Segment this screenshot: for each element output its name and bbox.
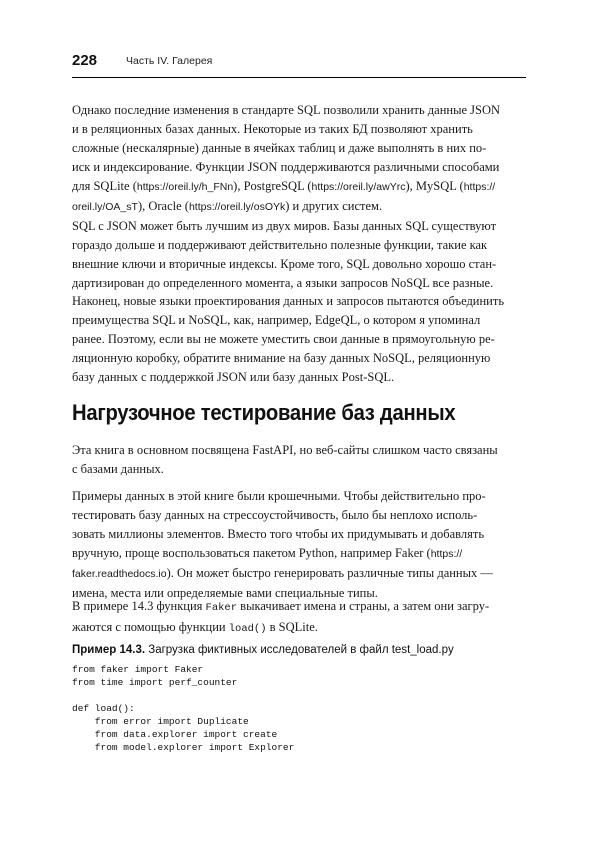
text-line <box>72 544 526 564</box>
text-line: Эта книга в основном посвящена FastAPI, но веб-сайты слишком часто связаны <box>72 443 498 457</box>
link-sqlite[interactable]: https://oreil.ly/h_FNn <box>136 181 234 193</box>
text-line: ляционную коробку, обратите внимание на базу данных NoSQL, реляционную <box>72 351 491 365</box>
running-head: Часть IV. Галерея <box>126 55 213 67</box>
text-line: имена, места или определяемые вами специальные типы. <box>72 586 378 600</box>
example-caption <box>72 644 454 656</box>
text-line: с базами данных. <box>72 462 164 476</box>
text-line: гораздо дольше и поддерживают действительно полезные функции, такие как <box>72 238 488 252</box>
inline-code-load: load() <box>228 623 267 635</box>
link-mysql-start[interactable]: https:// <box>463 181 496 193</box>
text-fragment: для SQLite ( <box>72 179 137 193</box>
inline-code-faker: Faker <box>205 602 238 614</box>
link-faker-end[interactable]: faker.readthedocs.io <box>72 568 167 580</box>
header-rule <box>72 77 526 78</box>
text-fragment: жаются с помощью функции <box>72 620 229 634</box>
text-line: внешние ключи и вторичные индексы. Кроме того, SQL довольно хорошо стан- <box>72 257 497 271</box>
paragraph-example-intro <box>72 597 526 639</box>
example-title: Загрузка фиктивных исследователей в файл test_load.py <box>145 644 454 656</box>
text-fragment: ), Oracle ( <box>137 199 189 213</box>
text-fragment: вручную, проще воспользоваться пакетом Python, например Faker ( <box>72 546 431 560</box>
text-line: Примеры данных в этой книге были крошечными. Чтобы действительно про- <box>72 489 486 503</box>
link-oracle[interactable]: https://oreil.ly/osOYk <box>188 201 286 213</box>
page-header <box>72 52 526 78</box>
paragraph-sql-with-json <box>72 217 526 293</box>
text-line <box>72 177 526 197</box>
text-fragment: ), MySQL ( <box>405 179 464 193</box>
text-fragment: в SQLite. <box>266 620 318 634</box>
text-fragment: ) и других систем. <box>285 199 383 213</box>
link-mysql-end[interactable]: oreil.ly/OA_sT <box>72 201 138 213</box>
text-fragment: ). Он может быстро генерировать различные типы данных — <box>166 566 493 580</box>
text-line <box>72 564 526 584</box>
paragraph-json-sql <box>72 101 526 217</box>
text-line: и в реляционных базах данных. Некоторые из таких БД позволяют хранить <box>72 122 473 136</box>
text-line: иск и индексирование. Функции JSON поддерживаются различными способами <box>72 160 500 174</box>
text-line: тестировать базу данных на стрессоустойчивость, было бы неплохо исполь- <box>72 508 478 522</box>
code-listing: from faker import Faker from time import perf_counter def load(): from error import Duplicate from data.explorer import create from model.explorer import Explorer <box>72 664 295 753</box>
paragraph-faker <box>72 487 526 603</box>
page-number: 228 <box>72 52 98 69</box>
text-line: дартизирован до определенного момента, а языки запросов NoSQL все разные. <box>72 276 494 290</box>
text-fragment: выкачивает имена и страны, а затем они загру- <box>237 599 490 613</box>
text-line: преимущества SQL и NoSQL, как, например, EdgeQL, о котором я упоминал <box>72 313 481 327</box>
text-line: SQL с JSON может быть лучшим из двух миров. Базы данных SQL существуют <box>72 219 497 233</box>
paragraph-fastapi <box>72 441 526 479</box>
example-label: Пример 14.3. <box>72 644 146 656</box>
link-faker-start[interactable]: https:// <box>430 548 463 560</box>
text-fragment: ), PostgreSQL ( <box>233 179 312 193</box>
text-line <box>72 618 526 639</box>
text-fragment: В примере 14.3 функция <box>72 599 206 613</box>
text-line: сложные (нескалярные) данные в ячейках таблиц и даже выполнять в них по- <box>72 141 487 155</box>
text-line: зовать миллионы элементов. Вместо того чтобы их придумывать и добавлять <box>72 527 485 541</box>
text-line <box>72 597 526 618</box>
paragraph-new-languages <box>72 292 526 387</box>
text-line: Наконец, новые языки проектирования данных и запросов пытаются объединить <box>72 294 505 308</box>
text-line: Однако последние изменения в стандарте SQL позволили хранить данные JSON <box>72 103 501 117</box>
text-line <box>72 197 526 217</box>
link-postgresql[interactable]: https://oreil.ly/awYrc <box>311 181 406 193</box>
section-heading: Нагрузочное тестирование баз данных <box>72 400 456 425</box>
text-line: базу данных с поддержкой JSON или базу данных Post-SQL. <box>72 370 395 384</box>
text-line: ранее. Поэтому, если вы не можете уместить свои данные в прямоугольную ре- <box>72 332 495 346</box>
